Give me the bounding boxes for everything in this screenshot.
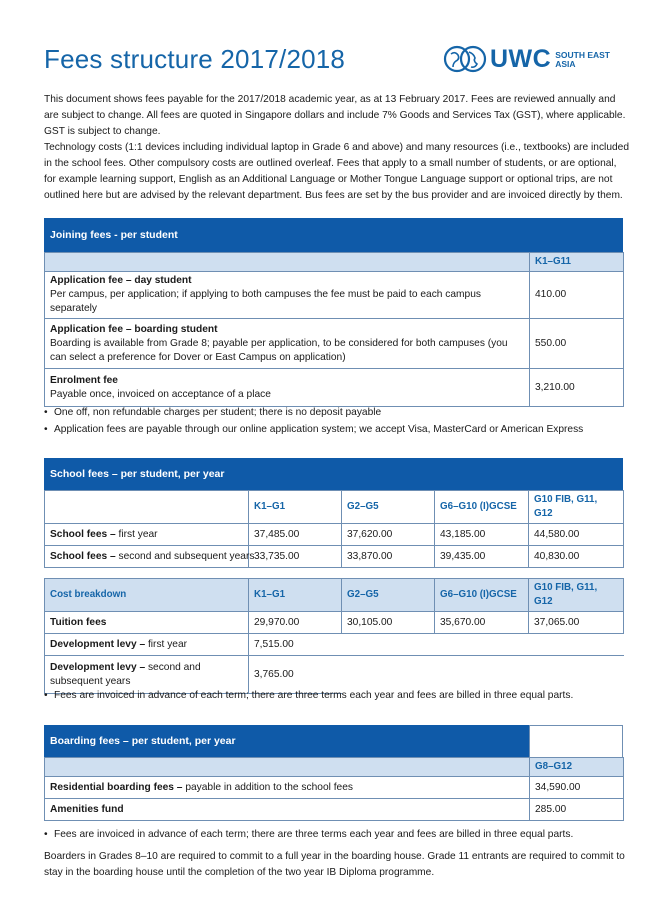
fee-value: 37,485.00 xyxy=(249,524,342,546)
table-row xyxy=(45,272,624,319)
table-row xyxy=(45,319,624,369)
cost-breakdown-header: Cost breakdown xyxy=(45,579,249,612)
table-row xyxy=(45,546,624,568)
fee-value: 34,590.00 xyxy=(530,777,624,799)
school-fees-header: School fees – per student, per year xyxy=(44,458,623,490)
fee-value: 33,735.00 xyxy=(249,546,342,568)
fee-value: 7,515.00 xyxy=(249,634,342,656)
fee-value: 3,765.00 xyxy=(249,656,342,694)
fee-value: 3,210.00 xyxy=(530,369,624,407)
school-empty-header xyxy=(45,491,249,524)
row-label: Development levy – first year xyxy=(45,634,249,656)
cost-note: • Fees are invoiced in advance of each term; there are three terms each year and fees are billed in three equal parts. xyxy=(44,688,573,704)
intro-paragraph-1: This document shows fees payable for the 2017/2018 academic year, as at 13 February 2017. Fees are reviewed annually and are subject to change. All fees are quoted in Singapore dollars and include 7% Goods and Services Tax (GST), where applicable. GST is subject to change. xyxy=(44,94,626,137)
row-label: Residential boarding fees – payable in addition to the school fees xyxy=(45,777,530,799)
table-row xyxy=(45,777,624,799)
joining-note-2: • Application fees are payable through our online application system; we accept Visa, MasterCard or American Express xyxy=(44,422,583,438)
boarding-empty-header xyxy=(45,758,530,777)
boarding-fees-table xyxy=(44,757,624,821)
fee-value: 37,065.00 xyxy=(529,612,624,634)
column-header: G10 FIB, G11, G12 xyxy=(529,491,624,524)
fee-value: 35,670.00 xyxy=(435,612,529,634)
boarding-fees-header: Boarding fees – per student, per year xyxy=(44,725,529,757)
column-header: K1–G1 xyxy=(249,579,342,612)
column-header: G10 FIB, G11, G12 xyxy=(529,579,624,612)
table-row xyxy=(45,524,624,546)
table-row xyxy=(45,612,624,634)
page-title: Fees structure 2017/2018 xyxy=(44,44,346,74)
boarding-note: • Fees are invoiced in advance of each term; there are three terms each year and fees are billed in three equal parts. xyxy=(44,827,573,843)
joining-empty-header xyxy=(45,253,530,272)
uwc-logo xyxy=(443,42,633,76)
row-label: School fees – second and subsequent years xyxy=(45,546,249,568)
table-row xyxy=(45,634,624,656)
column-header: G2–G5 xyxy=(342,491,435,524)
globe-logo-icon xyxy=(443,44,487,74)
logo-subtitle: SOUTH EAST ASIA xyxy=(555,50,610,69)
fee-value: 39,435.00 xyxy=(435,546,529,568)
row-label: Development levy – second and subsequent years xyxy=(45,656,249,694)
fee-description: Application fee – boarding student Boarding is available from Grade 8; payable per application, to be considered for both campuses (you can select a preference for Dover or East Campus on application) xyxy=(45,319,530,369)
column-header: G6–G10 (I)GCSE xyxy=(435,491,529,524)
table-row xyxy=(45,799,624,821)
row-label: Amenities fund xyxy=(45,799,530,821)
boarding-header-blank xyxy=(529,725,623,757)
empty-cell xyxy=(342,634,624,656)
fee-value: 40,830.00 xyxy=(529,546,624,568)
column-header: K1–G1 xyxy=(249,491,342,524)
fee-description: Application fee – day student Per campus, per application; if applying to both campuses the fee must be paid to each campus separately xyxy=(45,272,530,319)
boarding-column-header: G8–G12 xyxy=(530,758,624,777)
row-label: School fees – first year xyxy=(45,524,249,546)
fee-value: 29,970.00 xyxy=(249,612,342,634)
intro-paragraph-2: Technology costs (1:1 devices including individual laptop in Grade 6 and above) and many resources (i.e., textbooks) are included in the school fees. Other compulsory costs are outlined overleaf. Fees that apply to a small number of students, or are optional, for example learning support, English as an Additional Language or Mother Tongue Language support or optional trips, are not outlined here but are advised by the relevant department. Bus fees are set by the bus provider and are invoiced directly by them. xyxy=(44,142,629,201)
fee-description: Enrolment fee Payable once, invoiced on acceptance of a place xyxy=(45,369,530,407)
fee-value: 43,185.00 xyxy=(435,524,529,546)
school-fees-table xyxy=(44,490,624,568)
fee-value: 410.00 xyxy=(530,272,624,319)
cost-breakdown-table xyxy=(44,578,624,694)
table-row xyxy=(45,369,624,407)
fee-value: 37,620.00 xyxy=(342,524,435,546)
boarding-footer-paragraph: Boarders in Grades 8–10 are required to commit to a full year in the boarding house. Grade 11 entrants are required to commit to stay in the boarding house until the completion of the two year IB Diploma programme. xyxy=(44,851,625,878)
fee-value: 30,105.00 xyxy=(342,612,435,634)
column-header: G2–G5 xyxy=(342,579,435,612)
joining-note-1: • One off, non refundable charges per student; there is no deposit payable xyxy=(44,405,381,421)
row-label: Tuition fees xyxy=(45,612,249,634)
joining-fees-table xyxy=(44,252,624,407)
logo-wordmark: UWC xyxy=(490,44,552,73)
fee-value: 44,580.00 xyxy=(529,524,624,546)
joining-fees-header: Joining fees - per student xyxy=(44,218,623,252)
joining-column-header: K1–G11 xyxy=(530,253,624,272)
column-header: G6–G10 (I)GCSE xyxy=(435,579,529,612)
fee-value: 550.00 xyxy=(530,319,624,369)
fee-value: 33,870.00 xyxy=(342,546,435,568)
fee-value: 285.00 xyxy=(530,799,624,821)
